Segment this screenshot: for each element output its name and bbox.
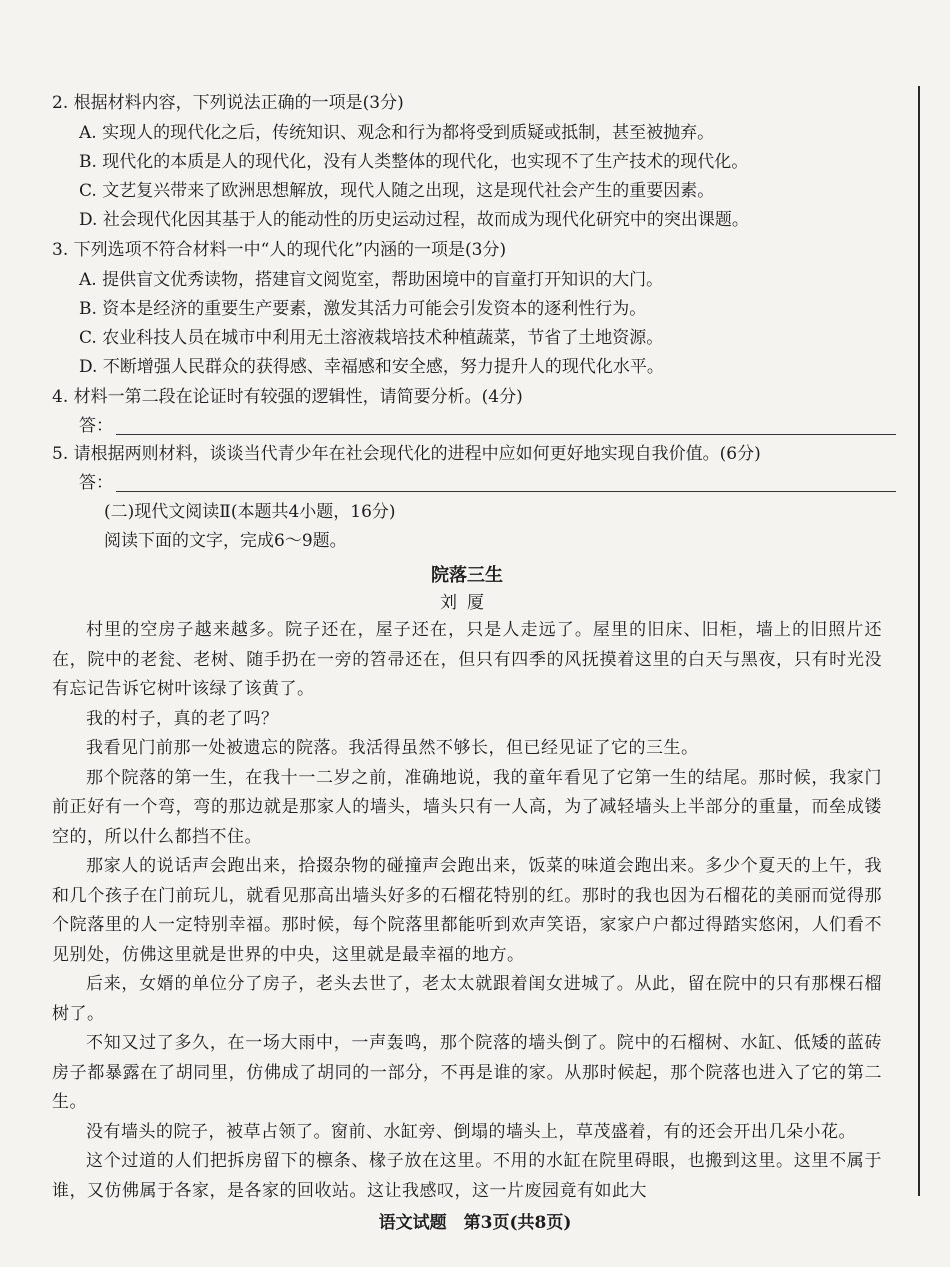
margin-rule [918, 86, 920, 1196]
question-3-stem: 3. 下列选项不符合材料一中“人的现代化”内涵的一项是(3分) [52, 240, 507, 260]
question-3-option-c: C. 农业科技人员在城市中利用无土溶液栽培技术种植蔬菜，节省了土地资源。 [79, 328, 664, 348]
question-4-stem: 4. 材料一第二段在论证时有较强的逻辑性，请简要分析。(4分) [52, 387, 523, 407]
answer-line [116, 434, 896, 435]
answer-label: 答： [79, 473, 113, 493]
article-paragraph: 没有墙头的院子，被草占领了。窗前、水缸旁、倒塌的墙头上，草茂盛着，有的还会开出几朵小花。 [86, 1121, 856, 1142]
article-paragraph: 我的村子，真的老了吗？ [86, 708, 279, 729]
question-4-answer-area[interactable] [52, 413, 882, 439]
answer-line [116, 491, 896, 492]
question-2-option-a: A. 实现人的现代化之后，传统知识、观念和行为都将受到质疑或抵制，甚至被抛弃。 [79, 123, 715, 143]
page-footer: 语文试题 第3页(共8页) [378, 1213, 572, 1233]
article-paragraph: 这个过道的人们把拆房留下的檩条、椽子放在这里。不用的水缸在院里碍眼，也搬到这里。这里不属于谁，又仿佛属于各家，是各家的回收站。这让我感叹，这一片废园竟有如此大 [52, 1151, 882, 1201]
article-paragraph: 那个院落的第一生，在我十一二岁之前，准确地说，我的童年看见了它第一生的结尾。那时候，我家门前正好有一个弯，弯的那边就是那家人的墙头，墙头只有一人高，为了减轻墙头上半部分的重量，而垒成镂空的，所以什么都挡不住。 [52, 767, 882, 847]
article-paragraph: 后来，女婿的单位分了房子，老头去世了，老太太就跟着闺女进城了。从此，留在院中的只有那棵石榴树了。 [52, 974, 882, 1024]
question-2-stem: 2. 根据材料内容，下列说法正确的一项是(3分) [52, 93, 404, 113]
article-author: 刘厦 [440, 593, 494, 613]
question-2-option-b: B. 现代化的本质是人的现代化，没有人类整体的现代化，也实现不了生产技术的现代化。 [79, 152, 749, 172]
article-paragraph: 不知又过了多久，在一场大雨中，一声轰鸣，那个院落的墙头倒了。院中的石榴树、水缸、低矮的蓝砖房子都暴露在了胡同里，仿佛成了胡同的一部分，不再是谁的家。从那时候起，那个院落也进入了它的第二生。 [52, 1033, 882, 1112]
article-paragraph: 那家人的说话声会跑出来，拾掇杂物的碰撞声会跑出来，饭菜的味道会跑出来。多少个夏天的上午，我和几个孩子在门前玩儿，就看见那高出墙头好多的石榴花特别的红。那时的我也因为石榴花的美丽而觉得那个院落里的人一定特别幸福。那时候，每个院落里都能听到欢声笑语，家家户户都过得踏实悠闲，人们看不见别处，仿佛这里就是世界的中央，这里就是最幸福的地方。 [52, 856, 882, 965]
answer-label: 答： [79, 416, 113, 436]
article-paragraph: 村里的空房子越来越多。院子还在，屋子还在，只是人走远了。屋里的旧床、旧柜，墙上的旧照片还在，院中的老瓮、老树、随手扔在一旁的笤帚还在，但只有四季的风抚摸着这里的白天与黑夜，只有时光没有忘记告诉它树叶该绿了该黄了。 [52, 620, 882, 699]
question-2-option-c: C. 文艺复兴带来了欧洲思想解放，现代人随之出现，这是现代社会产生的重要因素。 [79, 181, 715, 201]
section-heading: (二)现代文阅读Ⅱ(本题共4小题，16分) [104, 502, 396, 522]
section-instruction: 阅读下面的文字，完成6～9题。 [104, 531, 347, 551]
question-2-option-d: D. 社会现代化因其基于人的能动性的历史运动过程，故而成为现代化研究中的突出课题。 [79, 210, 749, 230]
article-title: 院落三生 [431, 565, 503, 586]
question-3-option-a: A. 提供盲文优秀读物，搭建盲文阅览室，帮助困境中的盲童打开知识的大门。 [79, 270, 664, 290]
question-5-stem: 5. 请根据两则材料，谈谈当代青少年在社会现代化的进程中应如何更好地实现自我价值。(6分) [52, 444, 761, 464]
page-content [52, 88, 882, 1206]
article-paragraph: 我看见门前那一处被遗忘的院落。我活得虽然不够长，但已经见证了它的三生。 [86, 738, 699, 758]
question-5-answer-area[interactable] [52, 470, 882, 496]
question-3-option-b: B. 资本是经济的重要生产要素，激发其活力可能会引发资本的逐利性行为。 [79, 299, 647, 319]
question-3-option-d: D. 不断增强人民群众的获得感、幸福感和安全感，努力提升人的现代化水平。 [79, 357, 664, 377]
